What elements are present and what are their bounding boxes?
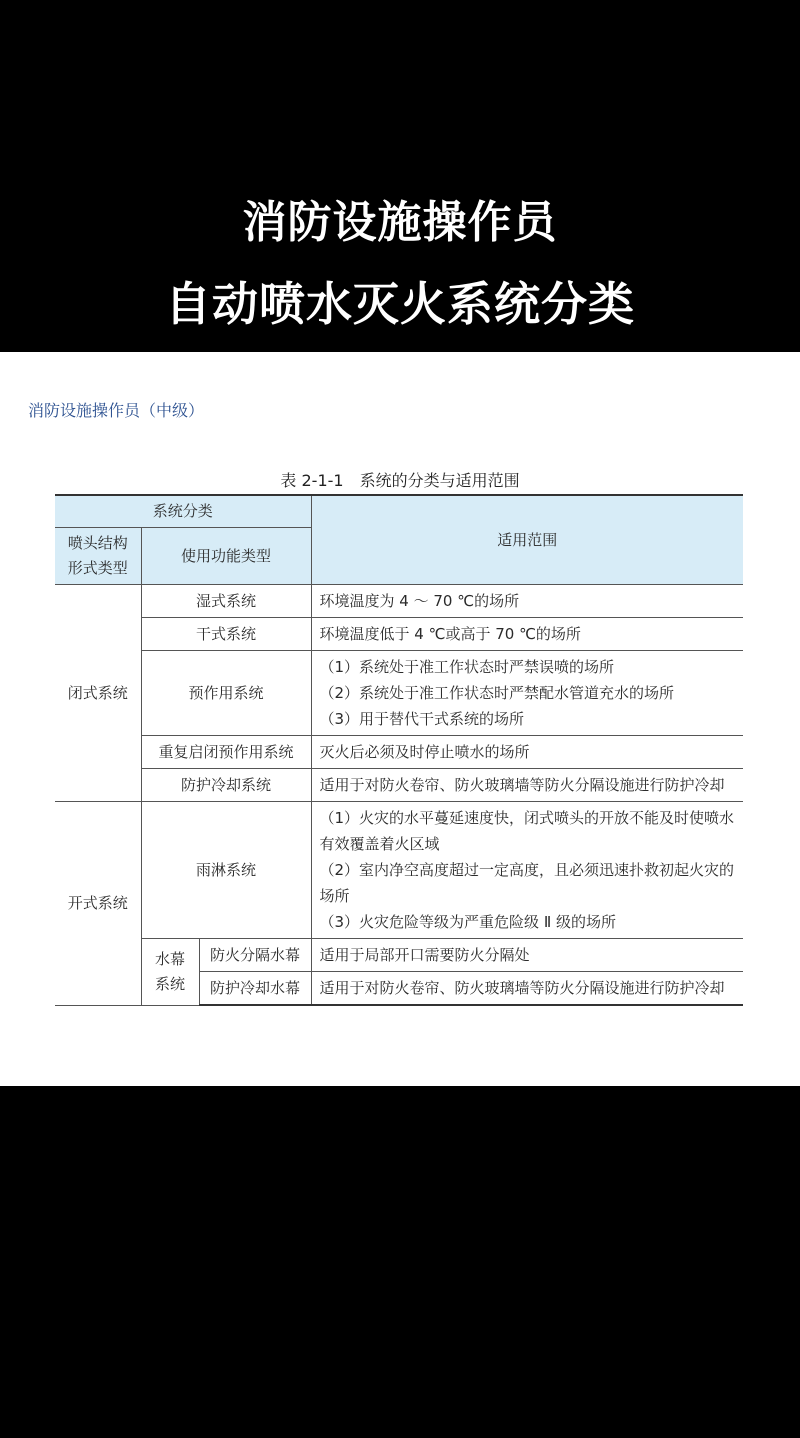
scope-line: （2）室内净空高度超过一定高度，且必须迅速扑救初起火灾的场所 bbox=[319, 861, 735, 905]
document-page bbox=[0, 352, 800, 1086]
scope-cell bbox=[311, 585, 743, 618]
header-system-classification: 系统分类 bbox=[55, 495, 311, 528]
scope-cell bbox=[311, 651, 743, 736]
table-row bbox=[55, 769, 743, 802]
table-header-row bbox=[55, 495, 743, 528]
header-function-type: 使用功能类型 bbox=[141, 528, 311, 585]
open-system-label: 开式系统 bbox=[55, 802, 141, 1006]
scope-line: （2）系统处于准工作状态时严禁配水管道充水的场所 bbox=[319, 684, 675, 702]
table-row bbox=[55, 736, 743, 769]
table-row bbox=[55, 802, 743, 939]
overlay-title-line1: 消防设施操作员 bbox=[242, 197, 558, 248]
scope-line: 适用于对防火卷帘、防火玻璃墙等防火分隔设施进行防护冷却 bbox=[319, 979, 725, 997]
scope-line: （3）用于替代干式系统的场所 bbox=[319, 710, 525, 728]
header-nozzle-type-line2: 形式类型 bbox=[67, 559, 128, 577]
scope-line: 适用于对防火卷帘、防火玻璃墙等防火分隔设施进行防护冷却 bbox=[319, 776, 725, 794]
scope-line: 灭火后必须及时停止喷水的场所 bbox=[319, 743, 530, 761]
water-curtain-label-line1: 水幕 bbox=[154, 949, 185, 968]
scope-cell bbox=[311, 802, 743, 939]
water-curtain-label bbox=[141, 939, 199, 1006]
type-cell: 湿式系统 bbox=[141, 585, 311, 618]
bottom-black-band bbox=[0, 1086, 800, 1438]
title-overlay bbox=[0, 0, 800, 352]
type-cell: 防火分隔水幕 bbox=[199, 939, 311, 972]
type-cell: 防护冷却系统 bbox=[141, 769, 311, 802]
scope-line: 环境温度低于 4 ℃或高于 70 ℃的场所 bbox=[319, 625, 581, 643]
scope-line: 环境温度为 4 ～ 70 ℃的场所 bbox=[319, 592, 520, 610]
scope-cell bbox=[311, 736, 743, 769]
type-cell: 雨淋系统 bbox=[141, 802, 311, 939]
classification-table bbox=[55, 494, 743, 1006]
running-header: 消防设施操作员（中级） bbox=[28, 401, 205, 420]
table-row bbox=[55, 585, 743, 618]
table-caption: 表 2-1-1 系统的分类与适用范围 bbox=[280, 471, 520, 490]
type-cell: 干式系统 bbox=[141, 618, 311, 651]
water-curtain-label-line2: 系统 bbox=[154, 974, 185, 993]
type-cell: 防护冷却水幕 bbox=[199, 972, 311, 1006]
header-scope: 适用范围 bbox=[311, 495, 743, 585]
header-nozzle-type bbox=[55, 528, 141, 585]
scope-line: （1）火灾的水平蔓延速度快，闭式喷头的开放不能及时使喷水有效覆盖着火区域 bbox=[319, 809, 735, 853]
scope-cell bbox=[311, 769, 743, 802]
overlay-title-line2: 自动喷水灭火系统分类 bbox=[165, 277, 635, 331]
type-cell: 预作用系统 bbox=[141, 651, 311, 736]
table-row bbox=[55, 618, 743, 651]
scope-line: （1）系统处于准工作状态时严禁误喷的场所 bbox=[319, 658, 615, 676]
scope-line: 适用于局部开口需要防火分隔处 bbox=[319, 946, 530, 964]
table-row bbox=[55, 939, 743, 972]
closed-system-label: 闭式系统 bbox=[55, 585, 141, 802]
scope-line: （3）火灾危险等级为严重危险级 Ⅱ 级的场所 bbox=[319, 913, 616, 931]
scope-cell bbox=[311, 618, 743, 651]
scope-cell bbox=[311, 939, 743, 972]
header-nozzle-type-line1: 喷头结构 bbox=[67, 534, 128, 552]
type-cell: 重复启闭预作用系统 bbox=[141, 736, 311, 769]
table-row bbox=[55, 651, 743, 736]
scope-cell bbox=[311, 972, 743, 1006]
